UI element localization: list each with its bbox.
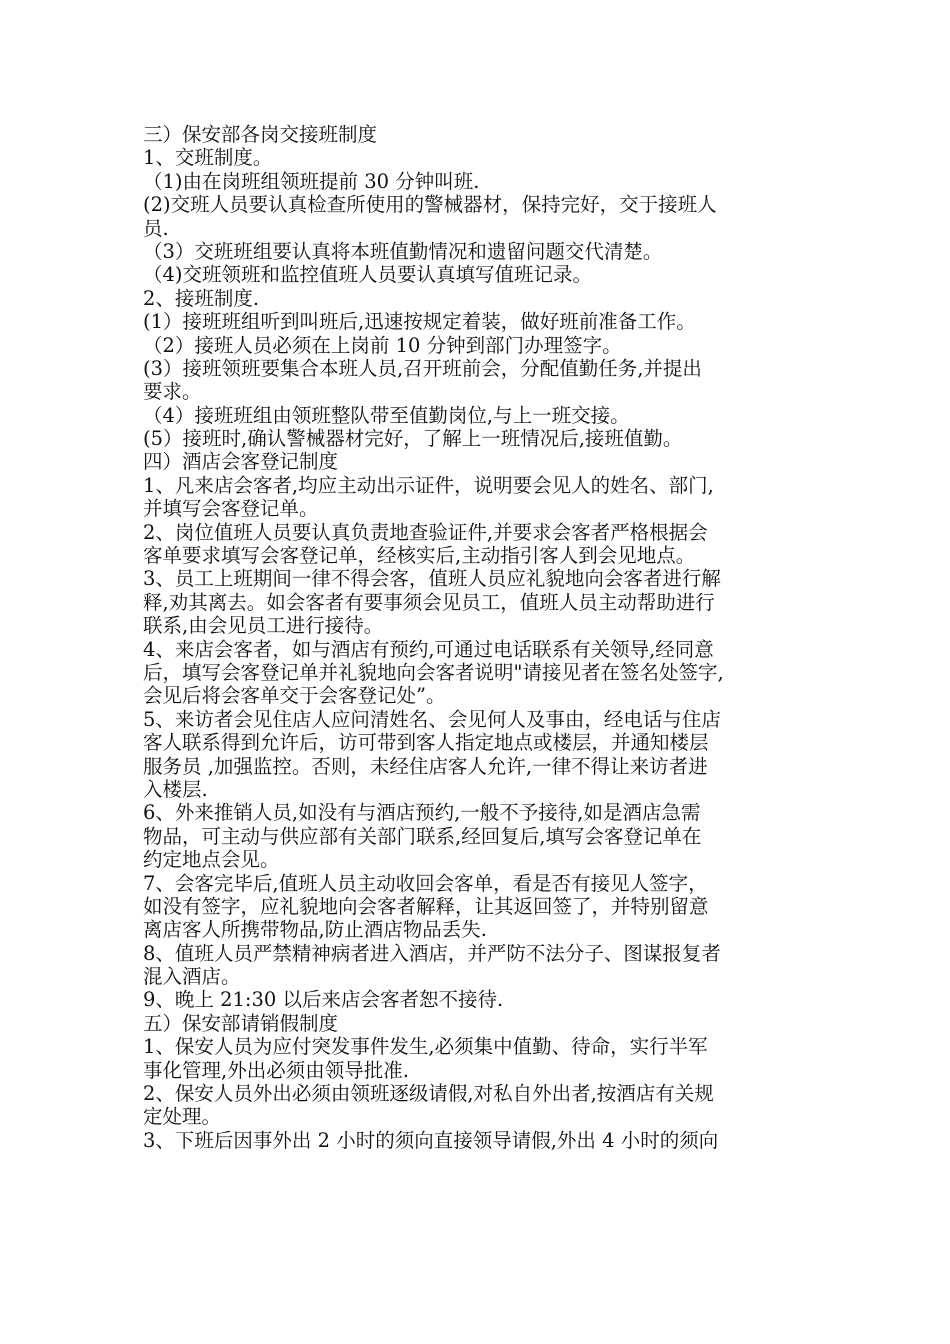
section-heading: 三）保安部各岗交接班制度	[143, 123, 378, 146]
text-line: 混入酒店。	[143, 965, 241, 989]
text-line: 如没有签字，应礼貌地向会客者解释，让其返回签了，并特别留意	[143, 894, 709, 918]
section-heading: 五）保安部请销假制度	[143, 1011, 339, 1035]
text-line: 6、外来推销人员,如没有与酒店预约,一般不予接待,如是酒店急需	[143, 801, 701, 825]
text-line: 1、凡来店会客者,均应主动出示证件，说明要会见人的姓名、部门,	[143, 473, 714, 497]
text-line: 服务员 ,加强监控。否则，未经住店客人允许,一律不得让来访者进	[143, 754, 708, 778]
text-line: 客单要求填写会客登记单，经核实后,主动指引客人到会见地点。	[143, 544, 696, 568]
text-line: 物品，可主动与供应部有关部门联系,经回复后,填写会客登记单在	[143, 824, 702, 848]
text-line: （2）接班人员必须在上岗前 10 分钟到部门办理签字。	[143, 333, 622, 357]
text-line: (5）接班时,确认警械器材完好，了解上一班情况后,接班值勤。	[143, 427, 683, 451]
text-line: 事化管理,外出必须由领导批准.	[143, 1058, 409, 1082]
text-line: 离店客人所携带物品,防止酒店物品丢失.	[143, 918, 487, 942]
document-body	[143, 123, 815, 1152]
text-line: 3、员工上班期间一律不得会客，值班人员应礼貌地向会客者进行解	[143, 567, 721, 591]
text-line: 3、下班后因事外出 2 小时的须向直接领导请假,外出 4 小时的须向	[143, 1128, 719, 1152]
text-line: 2、岗位值班人员要认真负责地查验证件,并要求会客者严格根据会	[143, 520, 708, 544]
subsection-heading: 1、交班制度。	[143, 146, 273, 170]
text-line: 5、来访者会见住店人应问清姓名、会见何人及事由，经电话与住店	[143, 707, 721, 731]
text-line: （4)交班领班和监控值班人员要认真填写值班记录。	[143, 263, 593, 287]
subsection-heading: 2、接班制度.	[143, 286, 260, 310]
text-line: （3）交班班组要认真将本班值勤情况和遗留问题交代清楚。	[143, 239, 663, 263]
text-line: 9、晚上 21:30 以后来店会客者恕不接待.	[143, 988, 504, 1012]
text-line: （1)由在岗班组领班提前 30 分钟叫班.	[143, 169, 480, 193]
text-line: 4、来店会客者，如与酒店有预约,可通过电话联系有关领导,经同意	[143, 637, 714, 661]
text-line: (1）接班班组听到叫班后,迅速按规定着装，做好班前准备工作。	[143, 310, 696, 334]
text-line: (3）接班领班要集合本班人员,召开班前会，分配值勤任务,并提出	[143, 356, 702, 380]
text-line: 员.	[143, 216, 169, 240]
text-line: 要求。	[143, 380, 202, 404]
text-line: (2)交班人员要认真检查所使用的警械器材，保持完好，交于接班人	[143, 193, 717, 217]
text-line: （4）接班班组由领班整队带至值勤岗位,与上一班交接。	[143, 403, 630, 427]
text-line: 联系,由会见员工进行接待。	[143, 614, 384, 638]
text-line: 会见后将会客单交于会客登记处”。	[143, 684, 446, 708]
text-line: 1、保安人员为应付突发事件发生,必须集中值勤、待命，实行半军	[143, 1035, 708, 1059]
text-line: 约定地点会见。	[143, 848, 280, 872]
text-line: 并填写会客登记单。	[143, 497, 319, 521]
text-line: 7、会客完毕后,值班人员主动收回会客单，看是否有接见人签字，	[143, 871, 708, 895]
section-heading: 四）酒店会客登记制度	[143, 450, 339, 474]
text-line: 定处理。	[143, 1105, 222, 1129]
text-line: 2、保安人员外出必须由领班逐级请假,对私自外出者,按酒店有关规	[143, 1082, 714, 1106]
text-line: 释,劝其离去。如会客者有要事须会见员工，值班人员主动帮助进行	[143, 590, 715, 614]
text-line: 后，填写会客登记单并礼貌地向会客者说明"请接见者在签名处签字,	[143, 660, 724, 684]
text-line: 8、值班人员严禁精神病者进入酒店，并严防不法分子、图谋报复者	[143, 941, 721, 965]
text-line: 客人联系得到允许后，访可带到客人指定地点或楼层，并通知楼层	[143, 731, 709, 755]
text-line: 入楼层.	[143, 777, 208, 801]
